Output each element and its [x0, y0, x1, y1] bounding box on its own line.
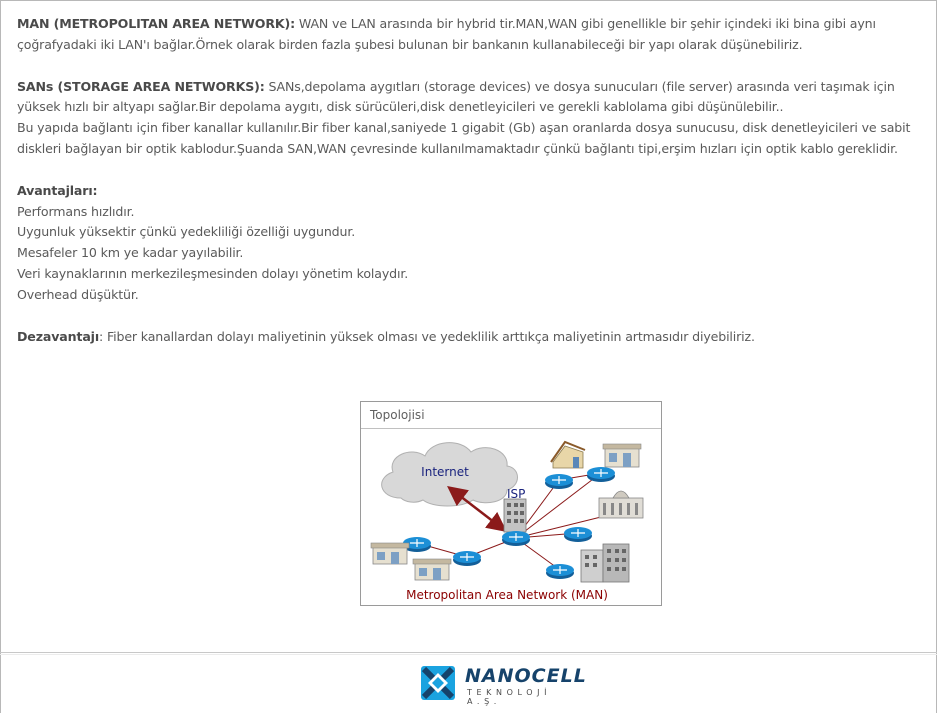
isp-label: ISP: [507, 487, 526, 501]
footer-divider: [0, 652, 937, 653]
san-text: SANs,depolama aygıtları (storage devices) ve dosya sunucuları (file server) arasında veri taşımak için yüksek hızlı bir altyapı sağlar.Bir depolama aygıtı, disk sürücüleri,disk denetleyicileri ve gerekli kablolama gibi düşünülebilir..: [17, 78, 895, 115]
advantage-item: Mesafeler 10 km ye kadar yayılabilir.: [17, 245, 244, 261]
advantages-heading: Avantajları:: [17, 182, 98, 198]
shop-building-icon: [603, 444, 641, 467]
san-text-2: Bu yapıda bağlantı için fiber kanallar kullanılır.Bir fiber kanal,saniyede 1 gigabit (Gb) aşan oranlarda dosya sunucusu, disk denetleyicileri ve sabit diskleri bağlayan bir optik kablodur.Şuanda SAN,WAN çevresinde kullanılmamaktadır çünkü bağlantı tipi,erşim hızları için optik kablo gereklidir.: [17, 120, 911, 156]
router-icon: [502, 531, 530, 546]
man-text: WAN ve LAN arasında bir hybrid tir.MAN,WAN gibi genellikle bir şehir içindeki iki bina gibi aynı çoğrafyadaki iki LAN'ı bağlar.Örnek olarak birden fazla şubesi bulunan bir bankanın kullanabileceği bir yapı olarak düşünebiliriz.: [17, 16, 876, 52]
router-icon: [546, 564, 574, 579]
advantage-item: Veri kaynaklarının merkezileşmesinden dolayı yönetim kolaydır.: [17, 265, 409, 281]
router-icon: [587, 467, 615, 482]
logo-subtitle: TEKNOLOJİ A.Ş.: [467, 688, 552, 706]
diagram-caption: Metropolitan Area Network (MAN): [406, 588, 608, 602]
isp-building-icon: [504, 499, 526, 532]
man-topology-diagram: [361, 402, 661, 605]
shop-building-icon: [371, 543, 409, 564]
nanocell-logo-mark-icon: [419, 664, 459, 704]
man-paragraph: [17, 14, 922, 56]
office-building-icon: [581, 544, 629, 582]
footer-divider-shadow: [0, 654, 937, 655]
disadvantages-heading: Dezavantajı: [17, 328, 99, 344]
man-heading: MAN (METROPOLITAN AREA NETWORK):: [17, 16, 295, 31]
house-icon: [551, 442, 585, 468]
advantage-item: Overhead düşüktür.: [17, 286, 139, 302]
article-content: [17, 14, 922, 347]
router-icon: [564, 527, 592, 542]
nanocell-logo: [419, 664, 587, 706]
disadvantages-text: : Fiber kanallardan dolayı maliyetinin yüksek olması ve yedeklilik arttıkça maliyetinin artmasıdır diyebiliriz.: [99, 328, 755, 344]
router-icon: [453, 551, 481, 566]
san-paragraph: [17, 77, 922, 160]
advantage-item: Uygunluk yüksektir çünkü yedekliliği özelliği uygundur.: [17, 224, 356, 240]
topology-title: Topolojisi: [370, 408, 425, 422]
government-building-icon: [599, 491, 643, 518]
shop-building-icon: [413, 559, 451, 580]
topology-figure: [360, 401, 662, 606]
logo-brand-text: NANOCELL: [465, 665, 587, 687]
internet-label: Internet: [421, 465, 469, 479]
disadvantages-paragraph: [17, 327, 922, 348]
router-icon: [545, 474, 573, 489]
advantage-item: Performans hızlıdır.: [17, 203, 135, 219]
san-heading: SANs (STORAGE AREA NETWORKS):: [17, 78, 265, 94]
